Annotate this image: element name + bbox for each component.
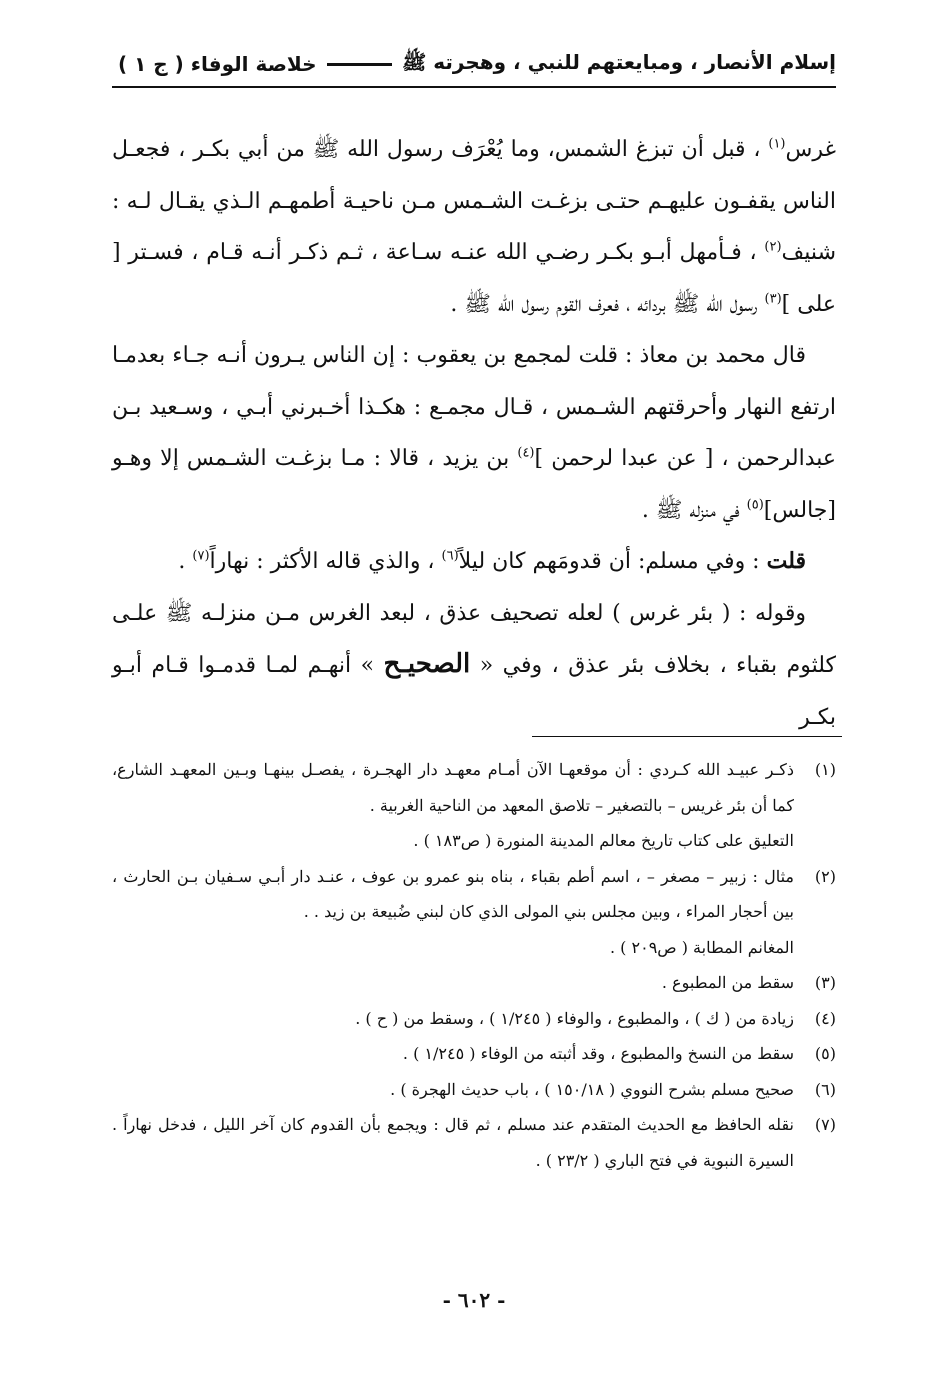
footnote bbox=[112, 1072, 836, 1108]
chapter-title: إسلام الأنصار ، ومبايعتهم للنبي ، وهجرته ﷺ bbox=[402, 49, 836, 74]
footnote-body: سقط من النسخ والمطبوع ، وقد أثبته من الوفاء ( ١/٢٤٥ ) . bbox=[402, 1044, 794, 1063]
footnote bbox=[112, 1001, 836, 1037]
text-run: ، فـأمهل أبـو بكـر رضـي الله عنـه سـاعة ، ثـم ذكـر أنـه قـام ، فسـتر [ على ] bbox=[112, 240, 836, 317]
footnote-number: (١) bbox=[814, 760, 836, 779]
header-rule bbox=[112, 86, 836, 88]
paragraph-4 bbox=[112, 588, 836, 744]
footnote-ref[interactable]: (١) bbox=[768, 136, 786, 152]
footnote-body: زيادة من ( ك ) ، والمطبوع ، والوفاء ( ١/٢٤٥ ) ، وسقط من ( ح ) . bbox=[355, 1008, 794, 1028]
lead-word: قلت bbox=[766, 548, 806, 574]
footnote-source: المغانم المطابة ( ص٢٠٩ ) . bbox=[610, 937, 794, 957]
footnote-body: صحيح مسلم بشرح النووي ( ١٥٠/١٨ ) ، باب حديث الهجرة ) . bbox=[390, 1079, 794, 1099]
text-run: بن يزيد ، قالا : مـا بزغـت الشـمس إلا وهـو [جالس] bbox=[112, 446, 836, 523]
footnote bbox=[112, 965, 836, 1001]
text-run: ، قبل أن تبزغ الشمس، وما يُعْرَف رسول الله ﷺ من أبي بكـر ، فجعـل الناس يقفـون عليهـم حتـى بزغـت الشـمس مـن ناحيـة أطمهـم الـذي يقـال لـه : شنيف bbox=[112, 137, 836, 265]
footnote-number: (٣) bbox=[814, 973, 836, 992]
footnote-number: (٤) bbox=[814, 1008, 836, 1028]
main-text bbox=[112, 124, 836, 743]
text-run: قال محمد بن معاذ : قلت لمجمع بن يعقوب : إن الناس يـرون أنـه جـاء بعدمـا ارتفع النهار وأحرقتهم الشـمس ، قـال مجمـع : هكـذا أخـبرني أبـي ، وسـعيد بـن عبدالرحمن ، [ عن عبدا لرحمن ] bbox=[112, 343, 837, 471]
book-title: خلاصة الوفاء ( ج ١ ) bbox=[118, 52, 317, 76]
page-number: - ٦٠٢ - bbox=[442, 1288, 506, 1312]
footnote-source: التعليق على كتاب تاريخ معالم المدينة المنورة ( ص١٨٣ ) . bbox=[413, 831, 794, 850]
footnote-body: سقط من المطبوع . bbox=[661, 973, 794, 992]
paragraph-1 bbox=[112, 124, 836, 330]
footnote-ref[interactable]: (٦) bbox=[441, 548, 459, 564]
footnote-ref[interactable]: (٥) bbox=[746, 497, 764, 513]
footnote-ref[interactable]: (٣) bbox=[764, 291, 782, 307]
footnote-number: (٢) bbox=[814, 866, 836, 886]
footnote bbox=[112, 1107, 836, 1178]
text-run: وقوله : ( بئر غرس ) لعله تصحيف عذق ، لبعد الغرس مـن منزلـه ﷺ علـى كلثوم بقباء ، بخلاف بئر عذق ، وفي « bbox=[112, 600, 836, 678]
footnote-text bbox=[112, 752, 794, 859]
footnote-body: مثال : زبير – مصغر – ، اسم أطم بقباء ، بناه بنو عمرو بن عوف ، عنـد دار أبـي سـفيان بـن الحارث ، بين أحجار المراء ، وبين مجلس بني المولى الذي كان لبني ضُبيعة بن زيد . . bbox=[112, 866, 794, 921]
footnote-number: (٥) bbox=[814, 1044, 836, 1063]
text-run: في منزله ﷺ . bbox=[641, 497, 747, 523]
footnote-number: (٦) bbox=[814, 1079, 836, 1099]
text-run: ، والذي قاله الأكثر : نهاراً bbox=[209, 549, 442, 574]
paragraph-3 bbox=[112, 536, 836, 588]
text-run: » أنهـم لمـا قدمـوا قـام أبـو بكـر bbox=[112, 653, 836, 730]
emphasis: الصحيـح bbox=[383, 649, 471, 679]
text-run: رسول الله ﷺ بردائه ، فعرف القوم رسول الله ﷺ . bbox=[450, 291, 765, 317]
footnote-body: ذكـر عبيـد الله كـردي : أن موقعهـا الآن أمـام معهـد دار الهجـرة ، يفصـل بينهـا وبـين المعهـد الشارع، كما أن بئر غريس – بالتصغير – تلاصق المعهد من الناحية الغربية . bbox=[112, 760, 795, 815]
footnote-separator bbox=[532, 736, 842, 737]
footnote-ref[interactable]: (٢) bbox=[764, 239, 782, 255]
text-run: : وفي مسلم: أن قدومَهم كان ليلاً bbox=[458, 549, 767, 574]
footnote-text bbox=[112, 859, 794, 966]
footnote-ref[interactable]: (٤) bbox=[517, 445, 535, 461]
footnote bbox=[112, 1036, 836, 1072]
footnote-number: (٧) bbox=[814, 1115, 836, 1134]
running-header bbox=[118, 44, 836, 84]
paragraph-2 bbox=[112, 330, 836, 536]
footnote bbox=[112, 859, 836, 966]
text-run: . bbox=[178, 549, 193, 574]
footnote bbox=[112, 752, 836, 859]
footnote-body: نقله الحافظ مع الحديث المتقدم عند مسلم ، ثم قال : ويجمع بأن القدوم كان آخر الليل ، فدخل نهاراً . السيرة النبوية في فتح الباري ( ٢٣/٢ ) . bbox=[112, 1115, 795, 1170]
footnotes bbox=[112, 752, 836, 1178]
text-run: غرس bbox=[785, 137, 836, 162]
header-divider bbox=[327, 63, 393, 66]
footnote-ref[interactable]: (٧) bbox=[192, 548, 210, 564]
